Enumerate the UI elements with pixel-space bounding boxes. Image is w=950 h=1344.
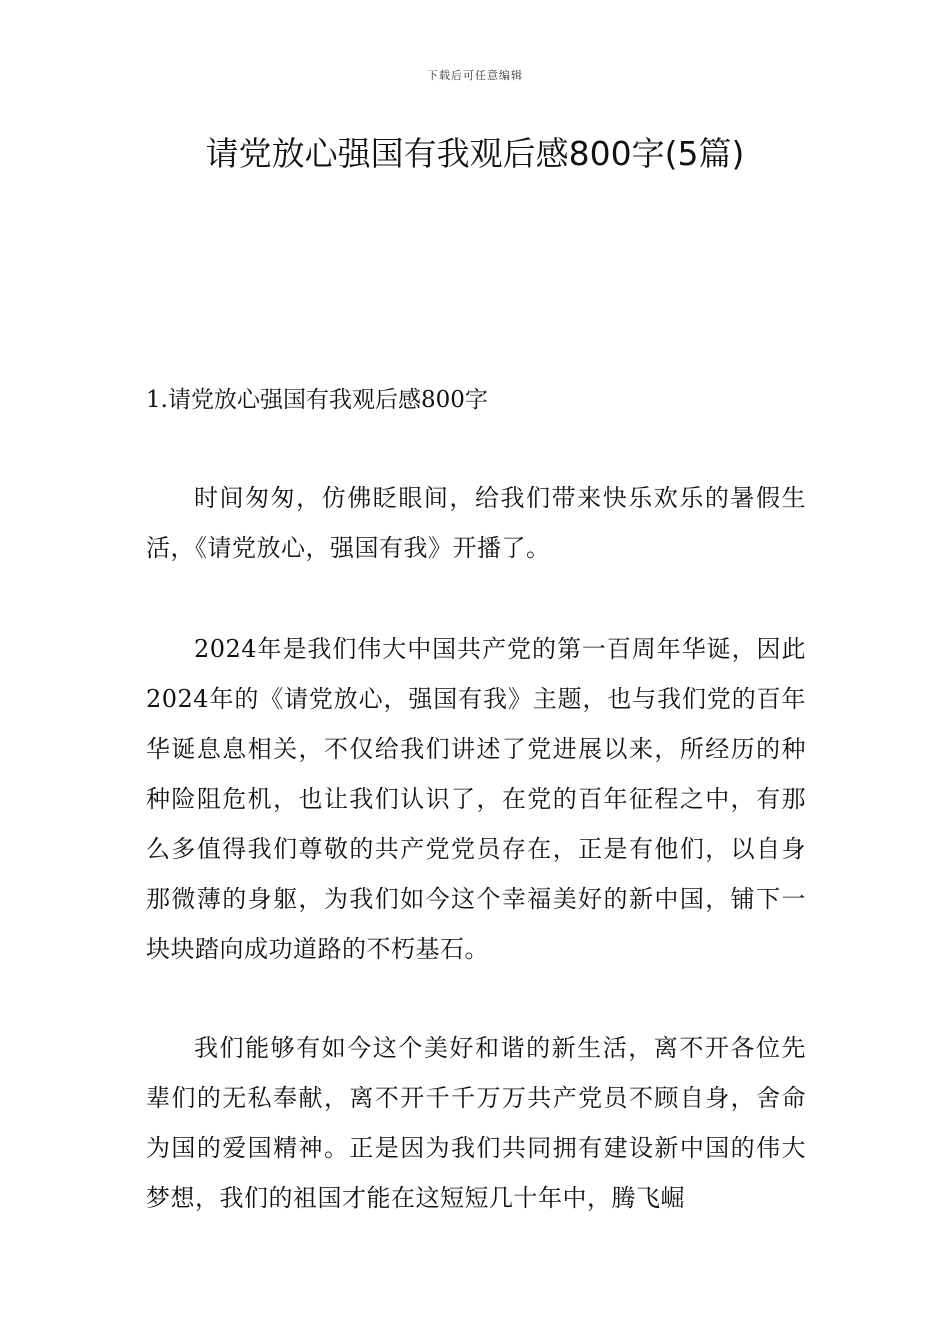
- document-title: 请党放心强国有我观后感800字(5篇): [205, 134, 745, 173]
- body-paragraph: 我们能够有如今这个美好和谐的新生活，离不开各位先辈们的无私奉献，离不开千千万万共产党员不顾自身，舍命为国的爱国精神。正是因为我们共同拥有建设新中国的伟大梦想，我们的祖国才能在这短短几十年中，腾飞崛: [146, 1034, 806, 1212]
- body-paragraph: 2024年是我们伟大中国共产党的第一百周年华诞，因此2024年的《请党放心，强国有我》主题，也与我们党的百年华诞息息相关，不仅给我们讲述了党进展以来，所经历的种种险阻危机，也让我们认识了，在党的百年征程之中，有那么多值得我们尊敬的共产党党员存在，正是有他们，以自身那微薄的身躯，为我们如今这个幸福美好的新中国，铺下一块块踏向成功道路的不朽基石。: [146, 635, 806, 963]
- section-heading: 1.请党放心强国有我观后感800字: [146, 387, 488, 413]
- header-note: 下载后可任意编辑: [427, 69, 523, 82]
- body-paragraph: 时间匆匆，仿佛眨眼间，给我们带来快乐欢乐的暑假生活，《请党放心，强国有我》开播了。: [146, 484, 806, 562]
